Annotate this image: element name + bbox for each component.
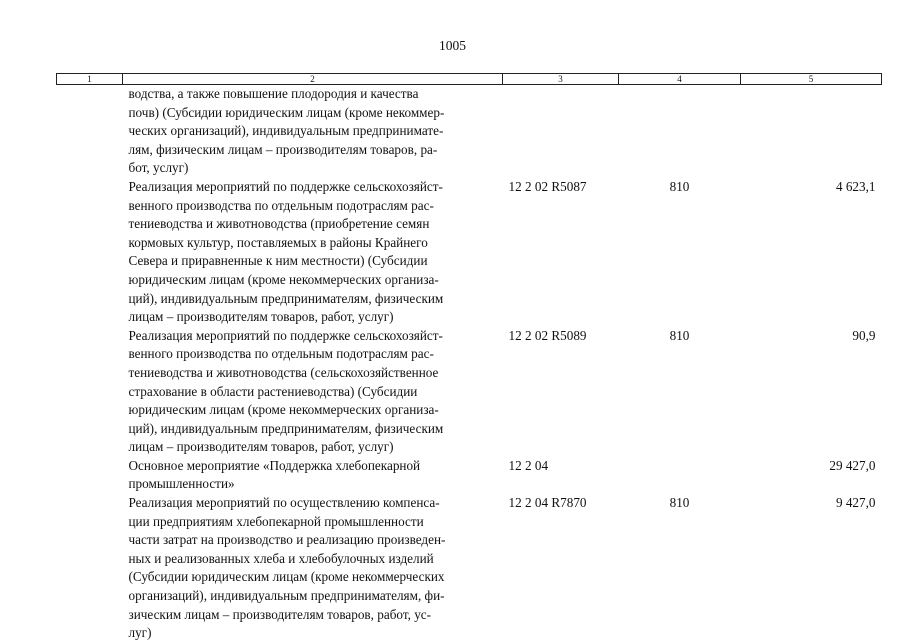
description-line: ческих организаций), индивидуальным предпринимате- <box>128 123 444 139</box>
row-number-cell <box>57 85 123 178</box>
description-line: Реализация мероприятий по поддержке сельскохозяйст- <box>128 178 443 194</box>
table-row <box>57 327 882 457</box>
description-line: юридическим лицам (кроме некоммерческих организа- <box>128 402 439 418</box>
description-line: водства, а также повышение плодородия и качества <box>128 86 419 101</box>
header-col-2: 2 <box>123 74 503 85</box>
row-number-cell <box>57 494 123 643</box>
row-expense-type <box>619 457 741 494</box>
description-line: Реализация мероприятий по поддержке сельскохозяйст- <box>128 327 443 343</box>
table-row <box>57 494 882 643</box>
description-line: почв) (Субсидии юридическим лицам (кроме некоммер- <box>128 104 445 120</box>
page-number: 1005 <box>439 38 466 53</box>
description-line: промышленности» <box>128 476 235 492</box>
description-line: бот, услуг) <box>128 160 189 176</box>
header-col-1: 1 <box>57 74 123 85</box>
row-number-cell <box>57 178 123 327</box>
table-row <box>57 457 882 494</box>
description-line: ций), индивидуальным предпринимателям, физическим <box>128 290 444 306</box>
description-line: Севера и приравненные к ним местности) (Субсидии <box>128 253 428 269</box>
description-line: (Субсидии юридическим лицам (кроме некоммерческих <box>128 569 445 585</box>
header-col-5: 5 <box>741 74 882 85</box>
row-description <box>123 327 503 457</box>
row-number-cell <box>57 327 123 457</box>
row-description <box>123 457 503 494</box>
row-amount <box>741 85 882 178</box>
row-expense-type: 810 <box>669 327 690 343</box>
description-line: лицам – производителям товаров, работ, услуг) <box>128 309 394 325</box>
description-line: ных и реализованных хлеба и хлебобулочных изделий <box>128 550 434 566</box>
description-line: луг) <box>128 625 152 641</box>
description-line: тениеводства и животноводства (приобретение семян <box>128 216 430 232</box>
row-expense-type: 810 <box>669 178 690 194</box>
table-row <box>57 85 882 178</box>
description-line: тениеводства и животноводства (сельскохозяйственное <box>128 364 439 380</box>
row-description <box>123 178 503 327</box>
description-line: лям, физическим лицам – производителям товаров, ра- <box>128 141 438 157</box>
budget-table <box>56 73 882 643</box>
row-expense-type: 810 <box>669 495 690 511</box>
row-amount: 9 427,0 <box>835 495 876 511</box>
description-line: лицам – производителям товаров, работ, услуг) <box>128 439 394 455</box>
row-code: 12 2 02 R5089 <box>508 327 587 343</box>
table-body <box>57 85 882 643</box>
row-amount: 29 427,0 <box>829 457 876 473</box>
table-header <box>57 74 882 85</box>
row-amount: 4 623,1 <box>835 178 876 194</box>
row-code: 12 2 04 <box>508 457 549 473</box>
row-amount: 90,9 <box>852 327 876 343</box>
header-col-3: 3 <box>503 74 619 85</box>
table-row <box>57 178 882 327</box>
description-line: Реализация мероприятий по осуществлению компенса- <box>128 495 440 511</box>
header-col-4: 4 <box>619 74 741 85</box>
row-code: 12 2 02 R5087 <box>508 178 587 194</box>
description-line: страхование в области растениеводства) (Субсидии <box>128 383 418 399</box>
description-line: ции предприятиям хлебопекарной промышленности <box>128 513 424 529</box>
row-description <box>123 494 503 643</box>
row-code: 12 2 04 R7870 <box>508 495 587 511</box>
row-expense-type <box>619 85 741 178</box>
description-line: организаций), индивидуальным предпринимателям, фи- <box>128 588 445 604</box>
row-code <box>503 85 619 178</box>
description-line: венного производства по отдельным подотраслям рас- <box>128 197 434 213</box>
description-line: зическим лицам – производителям товаров, работ, ус- <box>128 606 432 622</box>
description-line: юридическим лицам (кроме некоммерческих организа- <box>128 271 439 287</box>
description-line: части затрат на производство и реализацию произведен- <box>128 532 446 548</box>
header-row <box>57 74 882 85</box>
description-line: Основное мероприятие «Поддержка хлебопекарной <box>128 457 421 473</box>
description-line: венного производства по отдельным подотраслям рас- <box>128 346 434 362</box>
row-description <box>123 85 503 178</box>
row-number-cell <box>57 457 123 494</box>
description-line: ций), индивидуальным предпринимателям, физическим <box>128 420 444 436</box>
description-line: кормовых культур, поставляемых в районы Крайнего <box>128 234 428 250</box>
